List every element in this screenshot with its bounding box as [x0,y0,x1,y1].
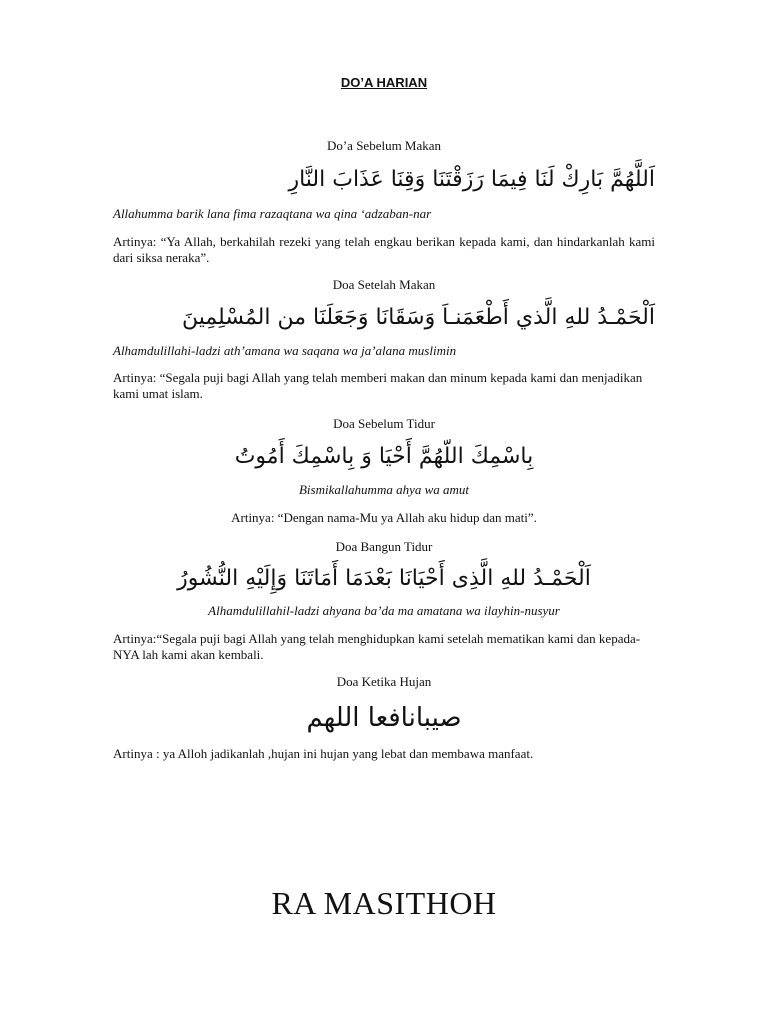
meaning-bangun-tidur: Artinya:“Segala puji bagi Allah yang telah menghidupkan kami setelah mematikan kami dan kepada-NYA lah kami akan kembali. [113,631,641,662]
arabic-text-setelah-makan: اَلْحَمْـدُ للهِ الَّذي أَطْعَمَنـاَ وَسَقَانَا وَجَعَلَنَا من المُسْلِمِينَ [181,305,655,330]
section-heading-setelah-makan: Doa Setelah Makan [332,277,436,292]
document-title: DO’A HARIAN [340,75,428,90]
arabic-text-ketika-hujan: صيبانافعا اللهم [306,703,462,733]
transliteration-bangun-tidur: Alhamdulillahil-ladzi ahyana ba’da ma amatana wa ilayhin-nusyur [208,603,560,618]
transliteration-setelah-makan: Alhamdulillahi-ladzi ath’amana wa saqana wa ja’alana muslimin [113,343,457,358]
footer-school-name: RA MASITHOH [271,885,497,921]
transliteration-sebelum-makan: Allahumma barik lana fima razaqtana wa qina ‘adzaban-nar [113,206,432,221]
transliteration-sebelum-tidur: Bismikallahumma ahya wa amut [298,482,470,497]
section-heading-sebelum-makan: Do’a Sebelum Makan [326,138,442,153]
section-heading-bangun-tidur: Doa Bangun Tidur [335,539,433,554]
meaning-ketika-hujan: Artinya : ya Alloh jadikanlah ,hujan ini hujan yang lebat dan membawa manfaat. [113,746,534,761]
meaning-setelah-makan: Artinya: “Segala puji bagi Allah yang telah memberi makan dan minum kepada kami dan menjadikan kami umat islam. [113,370,643,401]
arabic-text-sebelum-tidur: بِاسْمِكَ اللّهُمَّ أَحْيَا وَ بِاسْمِكَ أَمُوتُ [234,444,534,469]
meaning-sebelum-tidur: Artinya: “Dengan nama-Mu ya Allah aku hidup dan mati”. [231,510,537,525]
section-heading-sebelum-tidur: Doa Sebelum Tidur [333,416,435,431]
arabic-text-sebelum-makan: اَللَّهُمَّ بَارِكْ لَنَا فِيمَا رَزَقْتَنَا وَقِنَا عَذَابَ النَّارِ [288,167,655,192]
section-heading-ketika-hujan: Doa Ketika Hujan [336,674,432,689]
arabic-text-bangun-tidur: اَلْحَمْـدُ للهِ الَّذِى أَحْيَانَا بَعْدَمَا أَمَاتَنَا وَإِلَيْهِ النُّشُورُ [177,566,591,591]
meaning-sebelum-makan: Artinya: “Ya Allah, berkahilah rezeki yang telah engkau berikan kepada kami, dan hindarkanlah kami dari siksa neraka”. [113,234,655,265]
